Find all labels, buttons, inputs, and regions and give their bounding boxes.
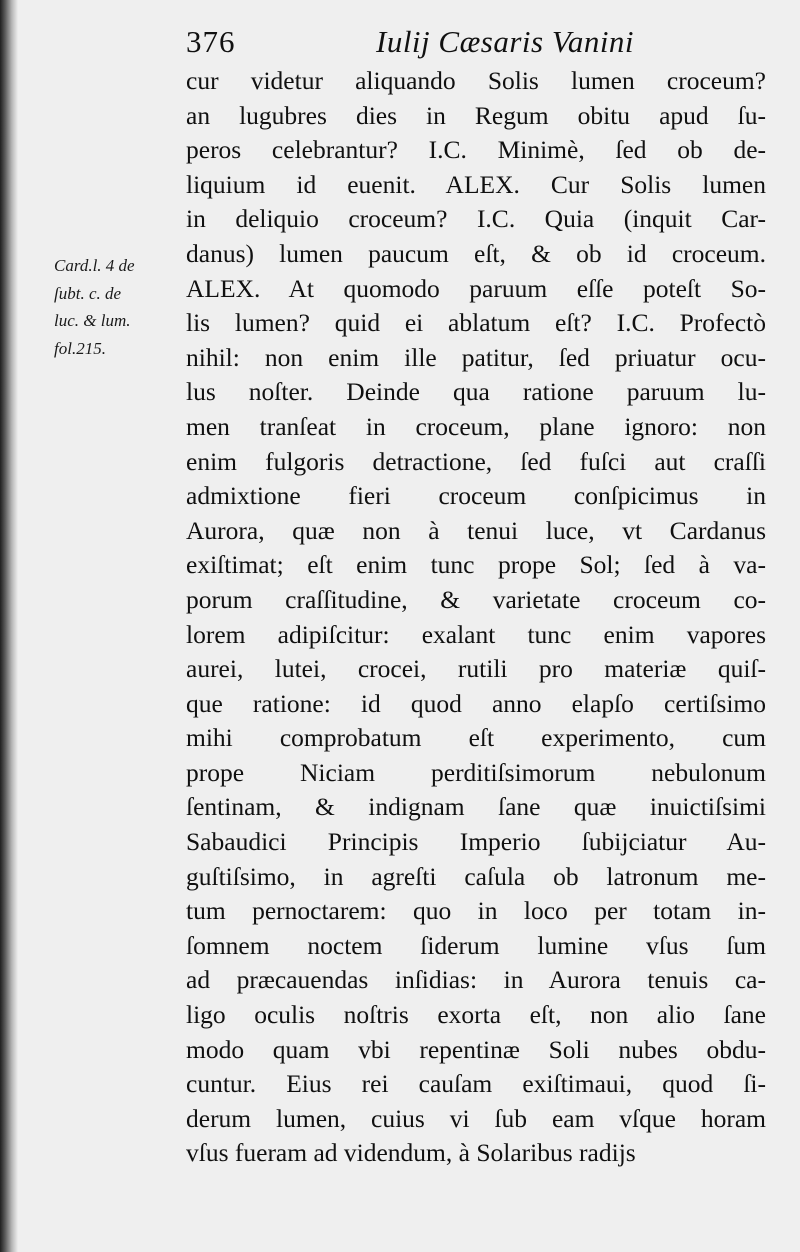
text-line: in deliquio croceum? I.C. Quia (inquit Car-	[186, 204, 766, 234]
text-line: modo quam vbi repentinæ Soli nubes obdu-	[186, 1034, 766, 1064]
text-line: aurei, lutei, crocei, rutili pro materiæ quiſ-	[186, 654, 766, 684]
text-line: Sabaudici Principis Imperio ſubijciatur Au-	[186, 827, 766, 857]
body-text	[186, 64, 766, 1171]
text-line: danus) lumen paucum eſt, & ob id croceum.	[186, 238, 766, 268]
text-line: admixtione fieri croceum conſpicimus in	[186, 481, 766, 511]
text-line: derum lumen, cuius vi ſub eam vſque horam	[186, 1103, 766, 1133]
running-title: Iulij Cæsaris Vanini	[376, 24, 635, 59]
text-line: nihil: non enim ille patitur, ſed priuatur ocu-	[186, 342, 766, 372]
text-line: cuntur. Eius rei cauſam exiſtimaui, quod ſi-	[186, 1069, 766, 1099]
marginal-note	[54, 252, 182, 362]
marginal-note-line: Card.l. 4 de	[54, 256, 135, 275]
page-number: 376	[186, 24, 236, 59]
text-line: ligo oculis noſtris exorta eſt, non alio ſane	[186, 1000, 766, 1030]
text-line: men tranſeat in croceum, plane ignoro: non	[186, 411, 766, 441]
text-line: an lugubres dies in Regum obitu apud ſu-	[186, 100, 766, 130]
text-line: ad præcauendas inſidias: in Aurora tenuis ca-	[186, 965, 766, 995]
text-line: ſomnem noctem ſiderum lumine vſus ſum	[186, 930, 766, 960]
text-line: ALEX. At quomodo paruum eſſe poteſt So-	[186, 273, 766, 303]
marginal-note-line: ſubt. c. de	[54, 283, 122, 303]
text-line: que ratione: id quod anno elapſo certiſsimo	[186, 688, 766, 718]
marginal-note-line: fol.215.	[54, 338, 106, 358]
text-line: lis lumen? quid ei ablatum eſt? I.C. Profectò	[186, 308, 766, 338]
text-line: porum craſſitudine, & varietate croceum co-	[186, 584, 766, 614]
page-gutter-shadow	[0, 0, 18, 1252]
text-line: prope Niciam perditiſsimorum nebulonum	[186, 757, 766, 787]
text-line: peros celebrantur? I.C. Minimè, ſed ob de-	[186, 135, 766, 165]
text-line: lus noſter. Deinde qua ratione paruum lu-	[186, 377, 766, 407]
text-line: cur videtur aliquando Solis lumen croceum?	[186, 66, 766, 95]
running-head	[186, 20, 766, 66]
text-line: exiſtimat; eſt enim tunc prope Sol; ſed à va-	[186, 550, 766, 580]
text-line: vſus fueram ad videndum, à Solaribus radijs	[186, 1138, 636, 1168]
text-line: tum pernoctarem: quo in loco per totam in-	[186, 896, 766, 926]
text-line: enim fulgoris detractione, ſed fuſci aut craſſi	[186, 446, 766, 476]
text-line: liquium id euenit. ALEX. Cur Solis lumen	[186, 169, 766, 199]
text-line: guſtiſsimo, in agreſti caſula ob latronum me-	[186, 861, 766, 891]
text-line: Aurora, quæ non à tenui luce, vt Cardanus	[186, 515, 766, 545]
text-line: mihi comprobatum eſt experimento, cum	[186, 723, 766, 753]
marginal-note-line: luc. & lum.	[54, 311, 131, 330]
text-line: lorem adipiſcitur: exalant tunc enim vapores	[186, 619, 766, 649]
text-line: ſentinam, & indignam ſane quæ inuictiſsimi	[186, 792, 766, 822]
